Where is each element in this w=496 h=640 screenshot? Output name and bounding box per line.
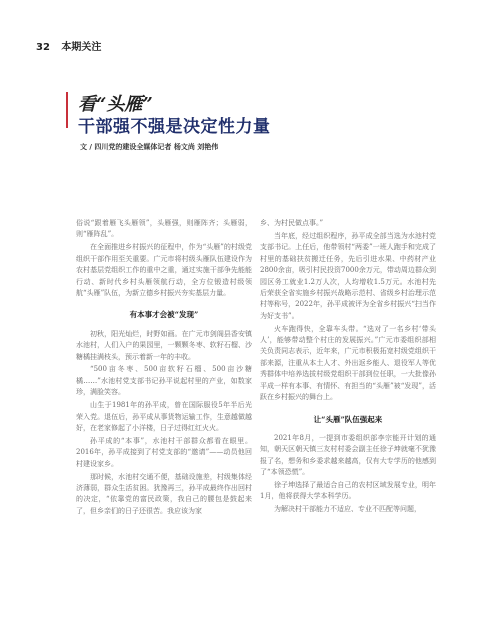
paragraph: 2021年8月，一提到市委组织部李宗能开计划的通知，朝天区朝天镇三友村村委会副主任徐子坤就毫不犹豫报了名，想务和乡委求越来越高，仅有大专学历的他感到了“本领恐慌”。	[260, 433, 436, 477]
section-label: 本期关注	[61, 42, 102, 53]
paragraph: 初秋，阳光灿烂，时野如画。在广元市剑阁县香安镇水池村，人们入户的果园里，一颗颗冬枣、软籽石榴、沙糖橘挂满枝头，预示着新一年的丰收。	[76, 329, 252, 361]
title-accent-bar	[66, 92, 68, 128]
page-header	[36, 38, 101, 53]
paragraph: 火车跑得快，全靠车头带。“选对了一名乡村‘带头人’，能够带动整个村庄的发展振兴。”广元市委组织部相关负责同志表示，近年来，广元市积极拓宽村级党组织干部来源，注重从本土人才、外出返乡能人、退役军人等优秀群体中培养选拔村级党组织干部到位任职，一大批像孙平成一样有本事、有情怀、有担当的“头雁”被“发现”，活跃在乡村振兴的舞台上。	[260, 324, 436, 402]
right-column	[260, 218, 436, 517]
left-column	[76, 218, 252, 519]
paragraph: 在全面推进乡村振兴的征程中，作为“头雁”的村级党组织干部作用至关重要。广元市将村级头雁队伍建设作为农村基层党组织工作的重中之重，通过实施干部争先能能行动、新时代乡村头雁领航行动，全方位锻造村级领航“头雁”队伍，为新立德乡村振兴夯实基层力量。	[76, 243, 252, 297]
paragraph: 徐子坤选择了最适合自己的农村区域发展专业，明年1月，他将获得大学本科学历。	[260, 481, 436, 501]
paragraph: 乡、为村民做点事。”	[260, 219, 324, 227]
byline: 文 / 四川党的建设全媒体记者 杨文尚 刘艳伟	[80, 143, 219, 151]
paragraph: 为解决村干部能力不适应、专业不匹配等问题，	[274, 505, 421, 514]
article-title: 干部强不强是决定性力量	[78, 117, 271, 137]
subheading: 让“头雁”队伍强起来	[313, 414, 383, 424]
paragraph: “500亩冬枣、500亩软籽石榴、500亩沙糖橘……”水池村党支部书记孙平说起村里的产业，如数家珍，满脸笑容。	[76, 365, 252, 397]
paragraph: 孙平成的“本事”，水池村干部群众都看在眼里。2016年，孙平成接到了村党支部的“邀请”——动员他回村建设家乡。	[76, 436, 252, 468]
subheading: 有本事才会被“发现”	[129, 310, 199, 320]
paragraph: 山生于1981年的孙平成，曾在国际服役5年半后光荣入党。退伍后，孙平成从事货物运输工作，生意越做越好，在老家修起了小洋楼，日子过得红红火火。	[76, 401, 252, 432]
article-kicker: 看“头雁”	[78, 94, 153, 115]
paragraph: 那时候，水池村交通不便，基础设施差，村级集体经济薄弱，群众生活贫困。犹豫再三，孙平成最终作出回村的决定，“依靠党的富民政策，我自己的腰包是鼓起来了，但乡亲们的日子还很苦。我应该为家	[76, 472, 252, 515]
page-number: 32	[36, 42, 50, 53]
paragraph: 俗说“跟着雁飞头雁领”，头雁强，则雁阵齐；头雁弱，则“雁阵乱”。	[76, 219, 252, 239]
paragraph: 当年底，经过组织程序，孙平成全部当选为水池村党支部书记。上任后，他带领村“两委”一班人跑手和完成了村里的基础扶贫搬迁任务，先后引进水果、中药材产业2800余亩，吸引村民投资7000余万元，带动周边群众到园区务工就业1.2万人次，人均增收1.5万元。水池村先后荣获全省实施乡村振兴战略示范村、省级乡村治理示范村等称号，2022年，孙平成被评为全省乡村振兴“扫当作为好支书”。	[260, 231, 436, 320]
